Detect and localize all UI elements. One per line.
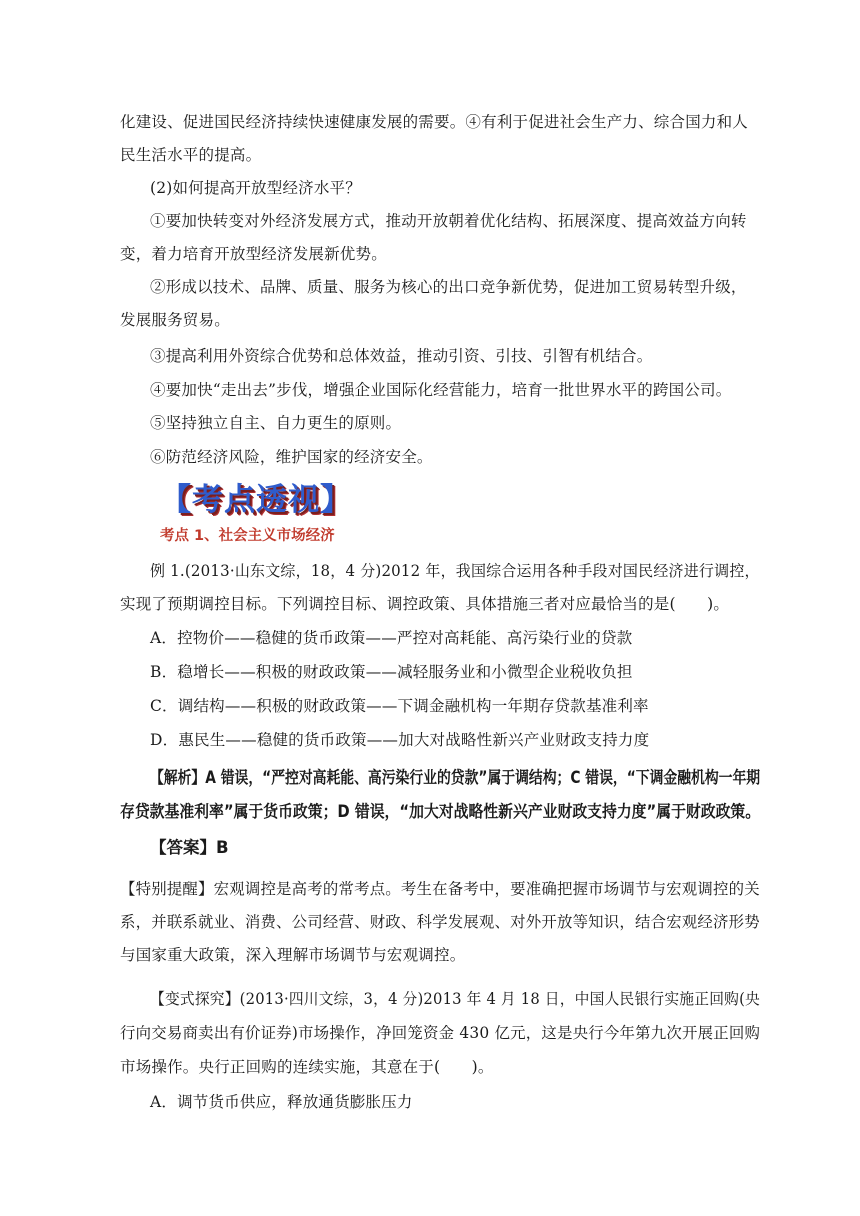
variant-line-3: 市场操作。央行正回购的连续实施，其意在于( )。 (120, 1058, 494, 1076)
intro-line-1: 化建设、促进国民经济持续快速健康发展的需要。④有利于促进社会生产力、综合国力和人 (120, 113, 749, 131)
question-2-heading: (2)如何提高开放型经济水平？ (150, 179, 361, 197)
option-b: B．稳增长——积极的财政政策——减轻服务业和小微型企业税收负担 (150, 663, 633, 681)
special-tip-line-3: 与国家重大政策，深入理解市场调节与宏观调控。 (120, 946, 466, 964)
special-tip-line-2: 系，并联系就业、消费、公司经营、财政、科学发展观、对外开放等知识，结合宏观经济形势 (120, 913, 760, 931)
point-5: ⑤坚持独立自主、自力更生的原则。 (150, 414, 402, 432)
point-3: ③提高利用外资综合优势和总体效益，推动引资、引技、引智有机结合。 (150, 347, 653, 365)
answer: 【答案】B (150, 838, 229, 857)
analysis-line-1: 【解析】A 错误，“严控对高耗能、高污染行业的贷款”属于调结构；C 错误，“下调金融机构一年期 (150, 768, 761, 787)
point-4: ④要加快“走出去”步伐，增强企业国际化经营能力，培育一批世界水平的跨国公司。 (150, 381, 732, 399)
option-d: D．惠民生——稳健的货币政策——加大对战略性新兴产业财政支持力度 (150, 731, 650, 749)
point-1-line-2: 变，着力培育开放型经济发展新优势。 (120, 245, 387, 263)
point-2-line-2: 发展服务贸易。 (120, 311, 230, 329)
option-a: A．控物价——稳健的货币政策——严控对高耗能、高污染行业的贷款 (150, 629, 633, 647)
point-1-line-1: ①要加快转变对外经济发展方式，推动开放朝着优化结构、拓展深度、提高效益方向转 (150, 212, 747, 230)
special-tip-line-1: 【特别提醒】宏观调控是高考的常考点。考生在备考中，要准确把握市场调节与宏观调控的关 (120, 880, 760, 898)
section-banner-kaodian-toushi: 【考点透视】 (160, 482, 352, 518)
point-2-line-1: ②形成以技术、品牌、质量、服务为核心的出口竞争新优势，促进加工贸易转型升级， (150, 278, 747, 296)
intro-line-2: 民生活水平的提高。 (120, 146, 262, 164)
variant-option-a: A．调节货币供应，释放通货膨胀压力 (150, 1093, 413, 1111)
option-c: C．调结构——积极的财政政策——下调金融机构一年期存贷款基准利率 (150, 697, 649, 715)
variant-line-2: 行向交易商卖出有价证券)市场操作，净回笼资金 430 亿元，这是央行今年第九次开展正回购 (120, 1024, 761, 1042)
point-6: ⑥防范经济风险，维护国家的经济安全。 (150, 448, 433, 466)
kaodian-1-title: 考点 1、社会主义市场经济 (160, 528, 335, 544)
example-1-stem-line-1: 例 1.(2013·山东文综，18，4 分)2012 年，我国综合运用各种手段对国民经济进行调控， (150, 562, 760, 580)
analysis-line-2: 存贷款基准利率”属于货币政策；D 错误，“加大对战略性新兴产业财政支持力度”属于财政政策。 (120, 802, 761, 821)
variant-line-1: 【变式探究】(2013·四川文综，3，4 分)2013 年 4 月 18 日，中国人民银行实施正回购(央 (150, 990, 760, 1008)
example-1-stem-line-2: 实现了预期调控目标。下列调控目标、调控政策、具体措施三者对应最恰当的是( )。 (120, 595, 730, 613)
